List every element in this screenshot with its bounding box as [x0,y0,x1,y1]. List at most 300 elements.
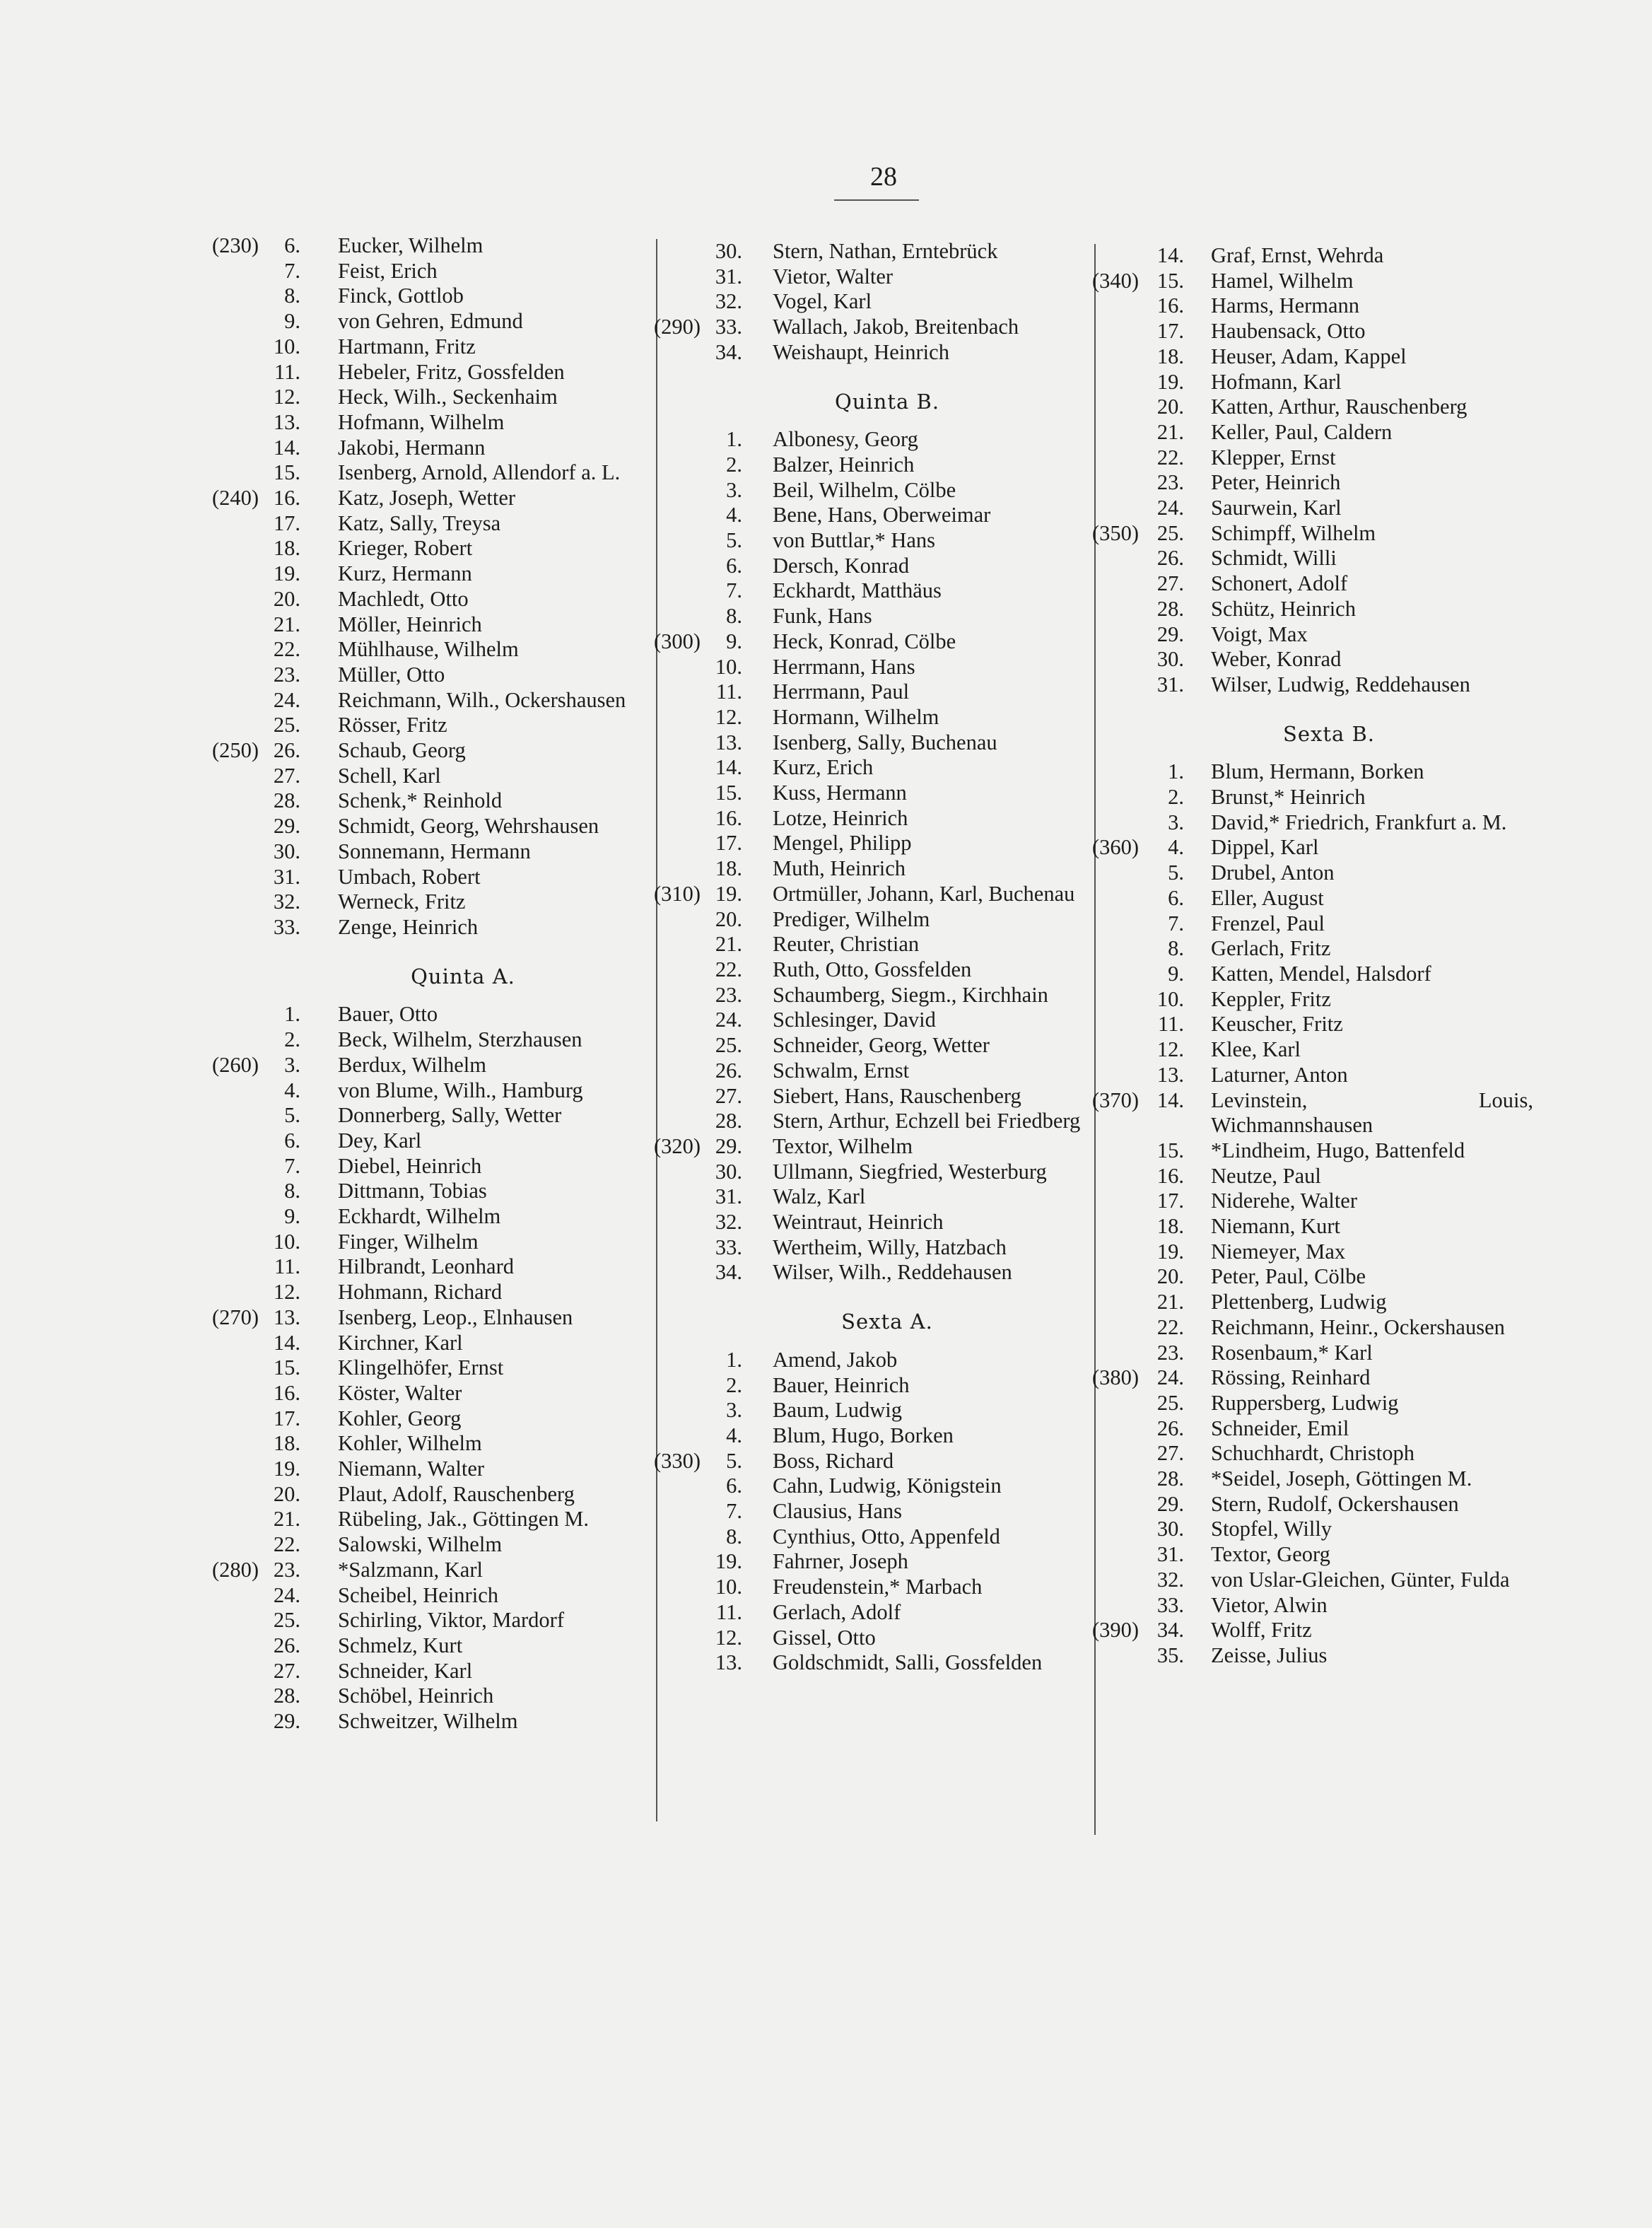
student-name: Wertheim, Willy, Hatzbach [773,1235,1007,1259]
student-name: von Uslar-Gleichen, Günter, Fulda [1211,1567,1510,1592]
entry-number: 23. [1156,470,1184,495]
entry-number: 14. [1156,243,1184,267]
student-name: Walz, Karl [773,1184,866,1209]
student-name: Kohler, Georg [338,1406,462,1430]
list-item [212,233,657,259]
list-item [212,1684,657,1709]
list-item [212,1431,657,1457]
student-name: Weintraut, Heinrich [773,1210,944,1235]
list-item [1092,1189,1537,1214]
list-item [212,1027,657,1053]
entry-number: 3. [1168,810,1184,834]
list-item [654,453,1092,478]
student-name: Eller, August [1211,885,1324,910]
student-name: Schaub, Georg [338,738,466,763]
page-number: 28 [870,162,897,192]
entry-number: 31. [715,264,742,288]
student-name: Berdux, Wilhelm [338,1052,486,1077]
list-item [1092,243,1537,269]
entry-number: 1. [726,1347,742,1372]
running-count: (280) [212,1557,259,1582]
student-name: Schaumberg, Siegm., Kirchhain [773,982,1048,1007]
list-item [212,814,657,839]
entry-number: 24. [1156,1365,1184,1390]
student-name: Haubensack, Otto [1211,319,1366,344]
list-item [212,1103,657,1128]
entry-number: 29. [715,1133,742,1158]
student-name: Hilbrandt, Leonhard [338,1254,515,1279]
entry-number: 10. [715,654,742,679]
entry-number: 17. [1156,1189,1184,1213]
entry-number: 29. [1156,1491,1184,1516]
list-item [212,1053,657,1078]
list-item [654,1008,1092,1033]
list-item [654,1474,1092,1499]
entry-number: 26. [1156,546,1184,571]
list-item [654,1210,1092,1235]
student-name: Baum, Ludwig [773,1398,902,1423]
list-item [1092,672,1537,698]
student-name: Voigt, Max [1211,622,1308,646]
entry-number: 21. [273,612,300,636]
list-item [1092,1264,1537,1290]
entry-number: 31. [1156,1542,1184,1567]
entry-number: 24. [715,1008,742,1032]
list-item [654,315,1092,340]
entry-number: 17. [273,511,300,535]
list-item [212,309,657,334]
student-name: Zeisse, Julius [1211,1643,1328,1667]
list-item [1092,445,1537,471]
entry-number: 23. [273,1557,300,1582]
entry-number: 20. [1156,1264,1184,1289]
entry-number: 26. [715,1058,742,1083]
student-name: Schimpff, Wilhelm [1211,520,1376,545]
entry-number: 23. [1156,1340,1184,1365]
list-item [654,1084,1092,1109]
entry-number: 13. [273,1305,300,1329]
list-item [212,738,657,764]
student-name: *Salzmann, Karl [338,1557,483,1582]
student-name: Schneider, Emil [1211,1416,1349,1440]
entry-number: 19. [715,881,742,906]
entry-number: 18. [1156,344,1184,368]
student-name: Dippel, Karl [1211,835,1319,860]
student-name: Machledt, Otto [338,586,469,611]
running-count: (240) [212,486,259,511]
entry-number: 31. [715,1184,742,1209]
student-name: Keuscher, Fritz [1211,1012,1343,1037]
student-name: Mühlhause, Wilhelm [338,637,519,662]
list-item [1092,1290,1537,1315]
entry-number: 30. [715,239,742,263]
list-item [212,1583,657,1609]
list-item [1092,420,1537,445]
list-item [212,764,657,789]
list-item [1092,395,1537,420]
entry-number: 32. [715,1210,742,1235]
list-item [212,788,657,814]
list-item [1092,886,1537,911]
entry-number: 22. [715,957,742,981]
entry-number: 9. [284,309,300,334]
entry-number: 14. [273,435,300,460]
entry-number: 8. [1168,936,1184,961]
entry-number: 7. [726,1499,742,1524]
list-item [654,1549,1092,1575]
entry-number: 8. [726,604,742,629]
list-item [1092,319,1537,344]
student-name: von Blume, Wilh., Hamburg [338,1078,583,1102]
entry-number: 9. [284,1204,300,1229]
running-count: (330) [654,1448,701,1473]
entry-number: 4. [1168,835,1184,860]
list-item [1092,370,1537,395]
entry-number: 24. [273,1582,300,1607]
student-name: Heuser, Adam, Kappel [1211,344,1407,368]
running-count: (390) [1092,1618,1140,1643]
running-count: (300) [654,629,701,653]
student-name: Dey, Karl [338,1128,422,1153]
entry-number: 15. [1156,1138,1184,1162]
student-name: Balzer, Heinrich [773,452,915,477]
entry-number: 2. [284,1027,300,1052]
student-name: Schenk,* Reinhold [338,788,503,813]
entry-number: 27. [273,763,300,788]
list-item [1092,546,1537,571]
entry-number: 30. [1156,647,1184,672]
entry-number: 33. [273,914,300,939]
list-item [1092,344,1537,370]
entry-number: 12. [1156,1037,1184,1062]
student-name: Kohler, Wilhelm [338,1431,482,1456]
list-item [212,915,657,940]
entry-number: 28. [273,1684,300,1708]
running-count: (260) [212,1052,259,1077]
student-name: Dittmann, Tobias [338,1179,487,1203]
list-item [654,730,1092,756]
student-name: von Buttlar,* Hans [773,528,936,553]
entry-number: 13. [273,409,300,434]
entry-number: 27. [1156,571,1184,596]
student-name: Müller, Otto [338,662,445,687]
student-name: Kurz, Hermann [338,561,472,586]
student-name: Graf, Ernst, Wehrda [1211,243,1384,267]
student-name: Cahn, Ludwig, Königstein [773,1474,1002,1498]
list-item [654,1160,1092,1185]
list-item [212,1230,657,1255]
list-item [654,1449,1092,1474]
list-item [1092,571,1537,597]
entry-number: 11. [274,1254,300,1279]
student-name: Peter, Paul, Cölbe [1211,1264,1366,1289]
entry-number: 3. [726,1398,742,1423]
student-name: Hofmann, Wilhelm [338,409,505,434]
student-name: Beck, Wilhelm, Sterzhausen [338,1027,582,1052]
entry-number: 26. [1156,1416,1184,1440]
entry-number: 33. [715,1235,742,1259]
list-item [212,1154,657,1179]
student-name: Isenberg, Arnold, Allendorf a. L. [338,460,621,485]
student-name: Goldschmidt, Salli, Gossfelden [773,1650,1043,1675]
student-name: Keller, Paul, Caldern [1211,419,1393,444]
list-item [1092,1643,1537,1669]
student-name: Scheibel, Heinrich [338,1582,498,1607]
list-item [212,713,657,738]
student-name: Stern, Nathan, Erntebrück [773,239,998,263]
student-name: Donnerberg, Sally, Wetter [338,1103,562,1128]
list-item [654,1058,1092,1084]
entry-number: 12. [273,385,300,409]
entry-number: 25. [1156,520,1184,545]
list-item [654,655,1092,680]
entry-number: 5. [726,528,742,553]
student-name: Vietor, Walter [773,264,894,288]
entry-number: 2. [726,1372,742,1397]
student-name: Katten, Mendel, Halsdorf [1211,961,1431,986]
list-item [1092,1466,1537,1492]
list-item [212,637,657,663]
list-item [212,688,657,713]
list-item [654,806,1092,832]
list-item [1092,810,1537,836]
entry-number: 15. [1156,268,1184,293]
list-item [1092,987,1537,1013]
entry-number: 13. [715,730,742,754]
student-name: Klingelhöfer, Ernst [338,1355,504,1380]
running-count: (230) [212,233,259,257]
list-item [1092,835,1537,861]
list-item [654,907,1092,933]
student-name: Vogel, Karl [773,289,872,314]
entry-number: 5. [1168,861,1184,885]
entry-number: 19. [273,1457,300,1481]
student-name: Stern, Arthur, Echzell bei Friedberg [773,1109,1081,1133]
entry-number: 30. [1156,1517,1184,1541]
entry-number: 9. [1168,961,1184,986]
student-name: Textor, Wilhelm [773,1133,913,1158]
entry-number: 3. [726,477,742,502]
list-item [654,1398,1092,1423]
list-item [1092,1618,1537,1643]
entry-number: 6. [726,553,742,578]
list-item [212,1204,657,1230]
list-item [1092,1416,1537,1442]
student-name: Niemann, Walter [338,1457,485,1481]
list-item [212,1305,657,1331]
list-item [212,1608,657,1633]
running-count: (380) [1092,1365,1140,1390]
entry-number: 34. [715,1260,742,1285]
entry-number: 29. [1156,622,1184,646]
list-item [654,578,1092,604]
student-name: Wolff, Fritz [1211,1618,1312,1643]
student-name: Reuter, Christian [773,932,920,957]
student-name: Herrmann, Paul [773,680,910,704]
list-item [212,1002,657,1027]
student-name: Rösser, Fritz [338,713,447,737]
list-item [212,587,657,612]
list-item [212,1709,657,1734]
entry-number: 7. [284,258,300,283]
entry-number: 30. [273,839,300,863]
list-item [654,478,1092,503]
list-item [654,755,1092,781]
list-item [1092,1568,1537,1593]
entry-number: 22. [1156,445,1184,469]
entry-number: 5. [726,1448,742,1473]
entry-number: 21. [273,1507,300,1532]
entry-number: 18. [1156,1214,1184,1239]
list-item [654,629,1092,655]
list-item [1092,470,1537,496]
list-item [1092,622,1537,648]
entry-number: 28. [715,1109,742,1133]
entry-number: 19. [273,561,300,586]
student-name: Clausius, Hans [773,1499,902,1524]
list-item [654,1626,1092,1651]
entry-number: 15. [273,1355,300,1380]
list-item [212,1659,657,1684]
entry-number: 22. [273,1532,300,1557]
student-name: Feist, Erich [338,258,438,283]
student-name: Schirling, Viktor, Mardorf [338,1608,564,1633]
student-name: Dersch, Konrad [773,553,910,578]
list-item [1092,1164,1537,1189]
entry-number: 34. [715,339,742,364]
entry-number: 33. [1156,1592,1184,1617]
entry-number: 30. [715,1159,742,1184]
running-count: (320) [654,1133,701,1158]
entry-number: 27. [273,1658,300,1683]
student-name: Eckhardt, Matthäus [773,578,942,603]
entry-number: 12. [273,1280,300,1305]
entry-number: 27. [1156,1441,1184,1466]
student-name: Schonert, Adolf [1211,571,1348,596]
class-heading: Sexta A. [841,1310,933,1334]
student-name: Möller, Heinrich [338,612,482,636]
student-name: Mengel, Philipp [773,831,912,856]
student-name: Bauer, Otto [338,1002,438,1027]
entry-number: 28. [1156,1466,1184,1491]
student-name: Frenzel, Paul [1211,911,1325,935]
student-name: Heck, Konrad, Cölbe [773,629,956,653]
student-name: Boss, Richard [773,1448,894,1473]
list-item [1092,1391,1537,1416]
student-name: Bene, Hans, Oberweimar [773,503,991,527]
entry-number: 8. [726,1524,742,1548]
entry-number: 17. [1156,319,1184,344]
student-name: Prediger, Wilhelm [773,906,930,931]
list-item [654,957,1092,983]
list-item [212,259,657,284]
list-item [1092,1492,1537,1517]
student-name: Finck, Gottlob [338,284,464,308]
student-name: Schlesinger, David [773,1008,936,1032]
student-name: Albonesy, Georg [773,427,918,452]
list-item [212,612,657,638]
class-heading: Sexta B. [1282,721,1376,746]
list-item [212,1532,657,1558]
student-name: Neutze, Paul [1211,1163,1321,1188]
student-name: Freudenstein,* Marbach [773,1575,983,1599]
list-item [654,427,1092,453]
entry-number: 10. [273,1229,300,1254]
student-name: Werneck, Fritz [338,890,466,914]
entry-number: 26. [273,738,300,763]
list-item [212,663,657,688]
student-name: Wilser, Wilh., Reddehausen [773,1260,1012,1285]
list-item [1092,1315,1537,1341]
student-name: Hebeler, Fritz, Gossfelden [338,359,565,384]
student-name: Weber, Konrad [1211,647,1342,672]
entry-number: 13. [715,1650,742,1675]
student-name: Ruth, Otto, Gossfelden [773,957,972,981]
list-item [1092,1214,1537,1240]
entry-number: 18. [273,1431,300,1456]
student-name: Bauer, Heinrich [773,1372,910,1397]
entry-number: 12. [715,1625,742,1650]
list-item [1092,647,1537,672]
list-item [212,1331,657,1356]
list-item [1092,1063,1537,1088]
column-2 [654,239,1092,1676]
student-name: Katz, Joseph, Wetter [338,486,516,511]
student-name: von Gehren, Edmund [338,309,523,334]
running-count: (360) [1092,835,1140,860]
entry-number: 13. [1156,1062,1184,1087]
entry-number: 10. [715,1575,742,1599]
entry-number: 22. [1156,1314,1184,1339]
student-name: Gerlach, Fritz [1211,936,1331,961]
entry-number: 16. [273,1380,300,1405]
student-name: Gerlach, Adolf [773,1599,901,1624]
student-name: Amend, Jakob [773,1347,898,1372]
list-item [1092,861,1537,886]
student-name: Vietor, Alwin [1211,1592,1328,1617]
student-name: Cynthius, Otto, Appenfeld [773,1524,1000,1548]
student-name: Heck, Wilh., Seckenhaim [338,385,558,409]
list-item [1092,1542,1537,1568]
list-item [654,1575,1092,1600]
list-item [1092,785,1537,810]
entry-number: 10. [273,334,300,358]
student-name: Schütz, Heinrich [1211,596,1356,621]
list-item [1092,293,1537,319]
student-name: Eckhardt, Wilhelm [338,1204,501,1229]
entry-number: 26. [273,1633,300,1657]
list-item [212,436,657,461]
student-name: Weishaupt, Heinrich [773,339,949,364]
entry-number: 24. [1156,496,1184,520]
student-name: Rübeling, Jak., Göttingen M. [338,1507,589,1532]
entry-number: 14. [715,755,742,780]
column-3 [1092,243,1537,1669]
list-item [654,1499,1092,1524]
student-name: Finger, Wilhelm [338,1229,479,1254]
student-name: Laturner, Anton [1211,1062,1348,1087]
student-name: Textor, Georg [1211,1542,1330,1567]
list-item [1092,962,1537,987]
entry-number: 25. [715,1033,742,1058]
entry-number: 25. [273,713,300,737]
list-item [1092,1088,1537,1138]
student-name: Kuss, Hermann [773,781,907,805]
list-item [212,1355,657,1381]
entry-number: 1. [284,1002,300,1027]
entry-number: 16. [715,805,742,830]
entry-number: 23. [273,662,300,687]
